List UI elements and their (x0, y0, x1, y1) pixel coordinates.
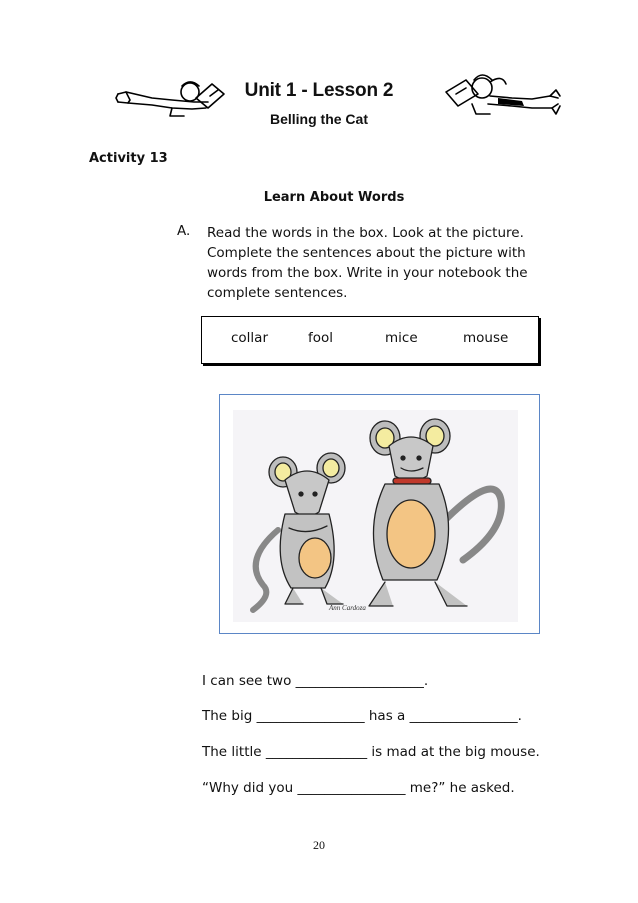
instruction-line: Complete the sentences about the picture with (207, 245, 526, 261)
artist-signature: Ann Cardoza (329, 604, 366, 612)
sentence: I can see two ___________________. (202, 673, 429, 689)
word-box-item: fool (308, 330, 334, 346)
sentence: The big ________________ has a ________________. (202, 708, 522, 724)
lesson-subtitle: Belling the Cat (269, 111, 368, 127)
mice-illustration (233, 410, 518, 622)
instruction-letter: A. (177, 223, 191, 239)
instruction-text (207, 223, 567, 303)
section-title: Learn About Words (263, 190, 405, 205)
lesson-title: Unit 1 - Lesson 2 (244, 80, 394, 101)
activity-label: Activity 13 (89, 151, 168, 166)
instruction-line: words from the box. Write in your notebook the (207, 265, 528, 281)
sentence: The little _______________ is mad at the big mouse. (202, 744, 540, 760)
sentence: “Why did you ________________ me?” he asked. (202, 780, 515, 796)
word-box-item: collar (231, 330, 269, 346)
instruction-line: complete sentences. (207, 285, 348, 301)
instruction-line: Read the words in the box. Look at the picture. (207, 225, 524, 241)
word-box-item: mice (385, 330, 418, 346)
word-box-item: mouse (463, 330, 509, 346)
page-number: 20 (313, 838, 325, 852)
